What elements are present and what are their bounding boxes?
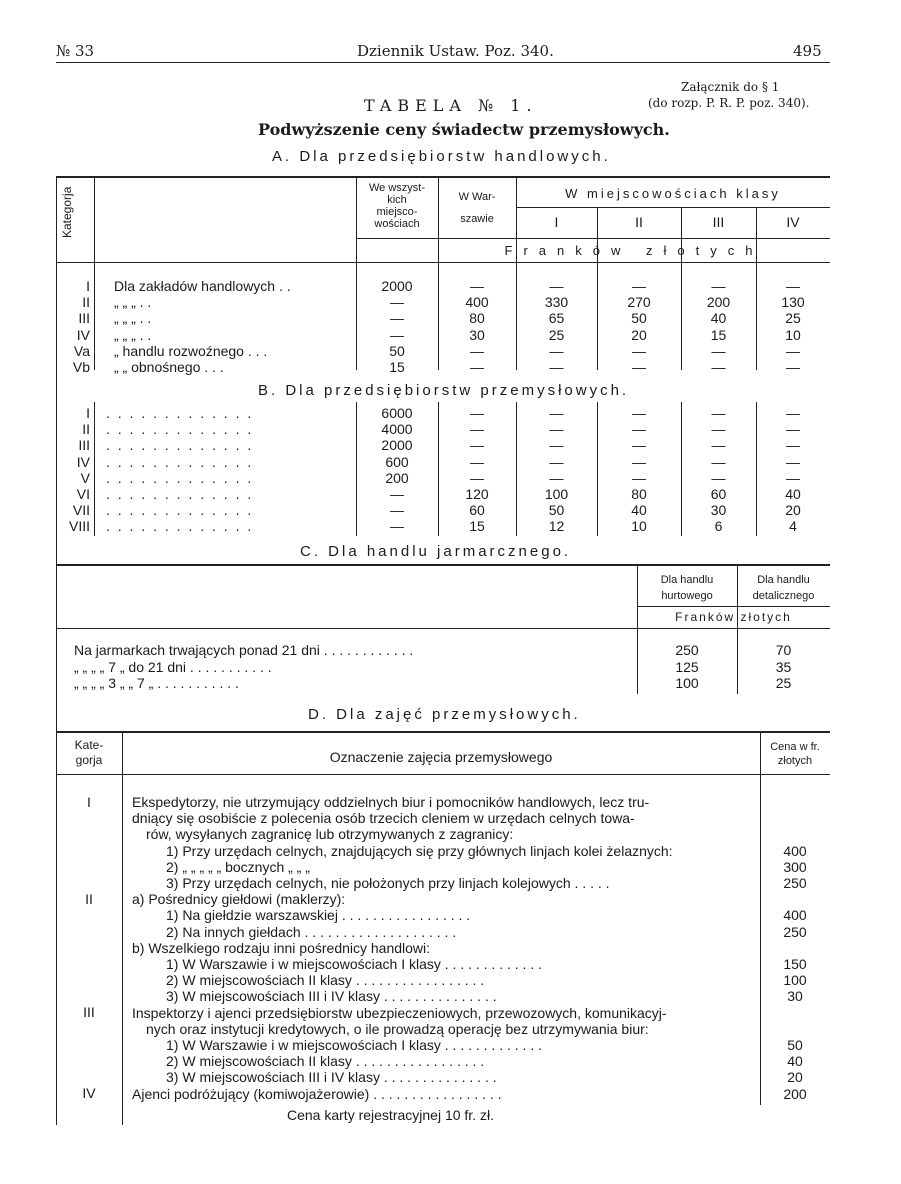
entry-text: 1) W Warszawie i w miejscowościach I klasy . . . . . . . . . . . . . <box>166 1037 542 1053</box>
row-description: „ „ „ . . <box>114 294 152 311</box>
row-value-all: 15 <box>389 359 405 375</box>
row-value-k2: — <box>632 342 646 359</box>
row-value-k3: — <box>711 342 726 359</box>
row-value-all: 50 <box>389 342 405 359</box>
table-title: TABELA № 1. <box>364 96 538 115</box>
row-value-k4: 4 <box>789 518 797 535</box>
category-label: II <box>85 891 93 907</box>
row-value-k1: 25 <box>548 326 565 343</box>
entry-text: 1) W Warszawie i w miejscowościach I klasy . . . . . . . . . . . . . <box>166 956 542 972</box>
row-value-all: 2000 <box>381 278 413 294</box>
section-c-title: C. Dla handlu jarmarcznego. <box>300 543 572 560</box>
row-value-waw: 400 <box>465 294 489 311</box>
row-value-k2: — <box>632 278 646 294</box>
section-a-title: A. Dla przedsiębiorstw handlowych. <box>272 148 611 165</box>
row-category: V <box>80 469 90 486</box>
entry-text: 1) Na giełdzie warszawskiej . . . . . . . . . . . . . . . . . <box>166 907 471 924</box>
wholesale-header: Dla handlu hurtowego <box>660 574 714 602</box>
row-value-k2: 80 <box>631 486 647 502</box>
row-value-k2: — <box>632 359 646 375</box>
entry-text: 2) W miejscowościach II klasy . . . . . . . . . . . . . . . . . <box>166 972 485 989</box>
row-value-k3: — <box>711 421 726 438</box>
row-wholesale: 125 <box>675 658 699 675</box>
row-value-all: 6000 <box>381 405 413 421</box>
row-value-k3: — <box>711 405 726 421</box>
row-retail: 25 <box>775 675 792 691</box>
row-value-k3: 200 <box>706 294 731 311</box>
left-margin-rule <box>56 178 57 1125</box>
entry-text: nych oraz instytucji kredytowych, o ile prowadzą operację bez utrzymywania biur: <box>146 1020 649 1037</box>
table-d-head-rule <box>56 774 830 775</box>
entry-price: 40 <box>787 1053 803 1070</box>
row-description: „ „ „ „ 7 „ do 21 dni . . . . . . . . . . . <box>74 658 272 675</box>
row-dots: . . . . . . . . . . . . . <box>106 405 254 421</box>
row-value-k3: 15 <box>710 326 727 343</box>
entry-text: Inspektorzy i ajenci przedsiębiorstw ubezpieczeniowych, przewozowych, komunikacyj- <box>132 1004 667 1021</box>
row-value-waw: 80 <box>469 310 485 327</box>
row-value-k4: — <box>786 421 800 438</box>
row-value-k1: 330 <box>544 294 569 311</box>
row-dots: . . . . . . . . . . . . . <box>106 502 254 519</box>
row-value-k1: — <box>549 421 564 438</box>
page-number-right: 495 <box>793 42 822 60</box>
row-value-all: 600 <box>385 453 409 470</box>
row-value-k1: — <box>549 453 564 470</box>
row-value-waw: — <box>470 278 484 294</box>
row-value-k1: 100 <box>544 486 569 502</box>
row-value-all: 2000 <box>381 437 413 454</box>
row-value-k2: 10 <box>631 518 647 535</box>
kategorja-header: Kategorja <box>60 186 74 238</box>
entry-text: rów, wysyłanych zagranicę lub otrzymywanych z zagranicy: <box>146 826 514 843</box>
row-category: I <box>86 405 90 421</box>
row-category: III <box>78 437 90 454</box>
header-rule <box>56 62 830 63</box>
entry-text: 3) W miejscowościach III i IV klasy . . . . . . . . . . . . . . . <box>166 988 497 1005</box>
class-3-header: III <box>712 214 725 230</box>
entry-text: 2) W miejscowościach II klasy . . . . . . . . . . . . . . . . . <box>166 1053 485 1070</box>
row-value-waw: 30 <box>469 326 485 343</box>
row-description: „ handlu rozwoźnego . . . <box>114 342 268 359</box>
row-value-k4: 10 <box>785 326 801 343</box>
kategorja-d-header: Kate- gorja <box>74 738 104 767</box>
row-value-k2: 50 <box>631 310 647 327</box>
row-value-k1: 12 <box>548 518 565 535</box>
row-value-all: — <box>390 294 404 311</box>
row-value-k3: 40 <box>710 310 727 327</box>
row-retail: 70 <box>775 642 792 658</box>
warsaw-header: W War- szawie <box>458 191 496 225</box>
table-a-class-rule <box>516 207 830 208</box>
row-value-k3: — <box>711 453 726 470</box>
row-value-k1: 50 <box>548 502 565 519</box>
entry-price: 250 <box>783 875 807 891</box>
entry-text: Ekspedytorzy, nie utrzymujący oddzielnych biur i pomocników handlowych, lecz tru- <box>132 794 650 810</box>
row-value-waw: — <box>470 405 484 421</box>
row-value-waw: — <box>470 437 484 454</box>
category-label: III <box>83 1004 95 1020</box>
entry-price: 300 <box>783 858 807 875</box>
table-c-head-rule <box>56 628 830 629</box>
row-category: VI <box>76 486 90 502</box>
unit-c-header: Franków złotych <box>675 610 792 624</box>
row-value-k2: — <box>632 469 646 486</box>
entry-text: 2) Na innych giełdach . . . . . . . . . . . . . . . . . . . . <box>166 923 457 940</box>
row-category: Vb <box>72 359 90 375</box>
table-a-unit-rule <box>356 238 830 239</box>
row-description: „ „ „ . . <box>114 326 152 343</box>
row-value-k1: 65 <box>548 310 565 327</box>
row-dots: . . . . . . . . . . . . . <box>106 518 254 535</box>
table-a-head-rule <box>56 262 830 263</box>
row-description: „ „ obnośnego . . . <box>114 359 224 375</box>
row-value-k2: — <box>632 437 646 454</box>
row-value-waw: — <box>470 453 484 470</box>
entry-price: 50 <box>787 1037 803 1053</box>
row-description: Na jarmarkach trwających ponad 21 dni . . . . . . . . . . . . <box>74 642 414 658</box>
entry-price: 400 <box>783 907 807 924</box>
registration-card-price: Cena karty rejestracyjnej 10 fr. zł. <box>287 1107 494 1123</box>
row-value-k3: — <box>711 278 726 294</box>
row-value-k3: — <box>711 437 726 454</box>
row-value-k4: 130 <box>781 294 805 311</box>
class-1-header: I <box>554 214 559 230</box>
price-d-header: Cena w fr. złotych <box>770 741 820 767</box>
class-4-header: IV <box>786 214 800 230</box>
row-description: „ „ „ . . <box>114 310 152 327</box>
row-value-k4: — <box>786 405 800 421</box>
entry-price: 400 <box>783 842 807 859</box>
row-value-k1: — <box>549 278 564 294</box>
row-category: VII <box>72 502 90 519</box>
table-a-cat-rule <box>94 178 95 370</box>
entry-price: 20 <box>787 1069 803 1086</box>
row-value-k2: — <box>632 421 646 438</box>
row-value-k2: 20 <box>631 326 647 343</box>
row-value-k3: 60 <box>710 486 727 502</box>
entry-price: 250 <box>783 923 807 940</box>
table-a-top-rule <box>56 176 830 178</box>
table-subtitle: Podwyższenie ceny świadectw przemysłowych. <box>258 120 670 139</box>
row-category: III <box>78 310 90 327</box>
row-value-waw: — <box>470 359 484 375</box>
row-category: II <box>82 421 90 438</box>
row-value-all: 4000 <box>381 421 413 438</box>
row-value-k3: — <box>711 359 726 375</box>
entry-text: 3) Przy urzędach celnych, nie położonych przy linjach kolejowych . . . . . <box>166 875 610 891</box>
row-category: Va <box>73 342 90 359</box>
row-value-waw: 120 <box>465 486 489 502</box>
table-d-cat-rule <box>122 733 123 1125</box>
row-value-waw: 15 <box>469 518 485 535</box>
row-category: IV <box>76 453 90 470</box>
row-value-k3: 6 <box>714 518 723 535</box>
category-label: I <box>87 794 91 810</box>
row-wholesale: 250 <box>675 642 699 658</box>
row-retail: 35 <box>775 658 792 675</box>
row-value-k4: 40 <box>785 486 801 502</box>
entry-price: 200 <box>783 1085 807 1102</box>
page-number-left: № 33 <box>56 42 95 60</box>
row-value-all: — <box>390 502 404 519</box>
row-value-k4: — <box>786 278 800 294</box>
row-description: „ „ „ „ 3 „ „ 7 „ . . . . . . . . . . . <box>74 675 239 691</box>
row-value-k1: — <box>549 469 564 486</box>
table-b-cat-rule <box>94 402 95 536</box>
row-value-all: — <box>390 326 404 343</box>
row-category: IV <box>76 326 90 343</box>
row-value-k4: — <box>786 437 800 454</box>
row-value-k2: — <box>632 405 646 421</box>
row-value-k2: 40 <box>631 502 647 519</box>
entry-text: a) Pośrednicy giełdowi (maklerzy): <box>132 891 346 908</box>
entry-price: 100 <box>783 972 807 989</box>
row-value-k4: 25 <box>785 310 801 327</box>
row-value-k4: 20 <box>785 502 801 519</box>
row-value-waw: — <box>470 421 484 438</box>
entry-text: 2) „ „ „ „ „ bocznych „ „ „ <box>166 858 310 875</box>
row-value-all: — <box>390 310 404 327</box>
journal-title: Dziennik Ustaw. Poz. 340. <box>357 42 554 60</box>
category-label: IV <box>82 1085 96 1101</box>
row-dots: . . . . . . . . . . . . . <box>106 486 254 502</box>
entry-text: 3) W miejscowościach III i IV klasy . . . . . . . . . . . . . . . <box>166 1069 497 1086</box>
row-value-k1: — <box>549 437 564 454</box>
unit-header: Franków złotych <box>504 243 764 258</box>
section-d-title: D. Dla zajęć przemysłowych. <box>308 706 581 723</box>
row-value-k2: — <box>632 453 646 470</box>
row-value-k4: — <box>786 453 800 470</box>
row-value-k2: 270 <box>627 294 651 311</box>
retail-header: Dla handlu detalicznego <box>752 574 815 602</box>
row-value-all: — <box>390 518 404 535</box>
row-dots: . . . . . . . . . . . . . <box>106 421 254 438</box>
row-value-all: 200 <box>385 469 409 486</box>
section-b-title: B. Dla przedsiębiorstw przemysłowych. <box>258 382 630 399</box>
row-value-k1: — <box>549 405 564 421</box>
row-value-k4: — <box>786 469 800 486</box>
row-value-waw: — <box>470 469 484 486</box>
row-description: Dla zakładów handlowych . . <box>114 278 291 294</box>
row-category: I <box>86 278 90 294</box>
row-dots: . . . . . . . . . . . . . <box>106 453 254 470</box>
row-value-waw: 60 <box>469 502 485 519</box>
row-dots: . . . . . . . . . . . . . <box>106 437 254 454</box>
entry-price: 150 <box>783 956 807 972</box>
row-value-all: — <box>390 486 404 502</box>
row-value-k3: 30 <box>710 502 727 519</box>
row-category: II <box>82 294 90 311</box>
row-value-k3: — <box>711 469 726 486</box>
row-value-waw: — <box>470 342 484 359</box>
row-dots: . . . . . . . . . . . . . <box>106 469 254 486</box>
table-d-top-rule <box>56 731 830 733</box>
row-value-k4: — <box>786 359 800 375</box>
row-value-k1: — <box>549 359 564 375</box>
table-c-unit-top-rule <box>637 606 830 607</box>
all-places-header: We wszyst- kich miejsco- wościach <box>368 182 426 230</box>
row-category: VIII <box>68 518 90 535</box>
table-c-top-rule <box>56 564 830 566</box>
entry-text: Ajenci podróżujący (komiwojażerowie) . . . . . . . . . . . . . . . . . <box>132 1085 502 1102</box>
desc-d-header: Oznaczenie zajęcia przemysłowego <box>329 749 553 765</box>
entry-text: b) Wszelkiego rodzaju inni pośrednicy handlowi: <box>132 939 431 956</box>
entry-text: 1) Przy urzędach celnych, znajdujących się przy głównych linjach kolei żelaznych: <box>166 842 673 859</box>
entry-text: dniący się osobiście z polecenia osób trzecich cleniem w urzędach celnych towa- <box>132 810 635 827</box>
row-value-k1: — <box>549 342 564 359</box>
annex-line1: Załącznik do § 1 <box>681 80 780 94</box>
places-class-header: W miejscowościach klasy <box>565 186 781 201</box>
entry-price: 30 <box>787 988 803 1005</box>
row-value-k4: — <box>786 342 800 359</box>
annex-line2: (do rozp. P. R. P. poz. 340). <box>648 96 810 110</box>
class-2-header: II <box>635 214 643 230</box>
row-wholesale: 100 <box>675 675 699 691</box>
